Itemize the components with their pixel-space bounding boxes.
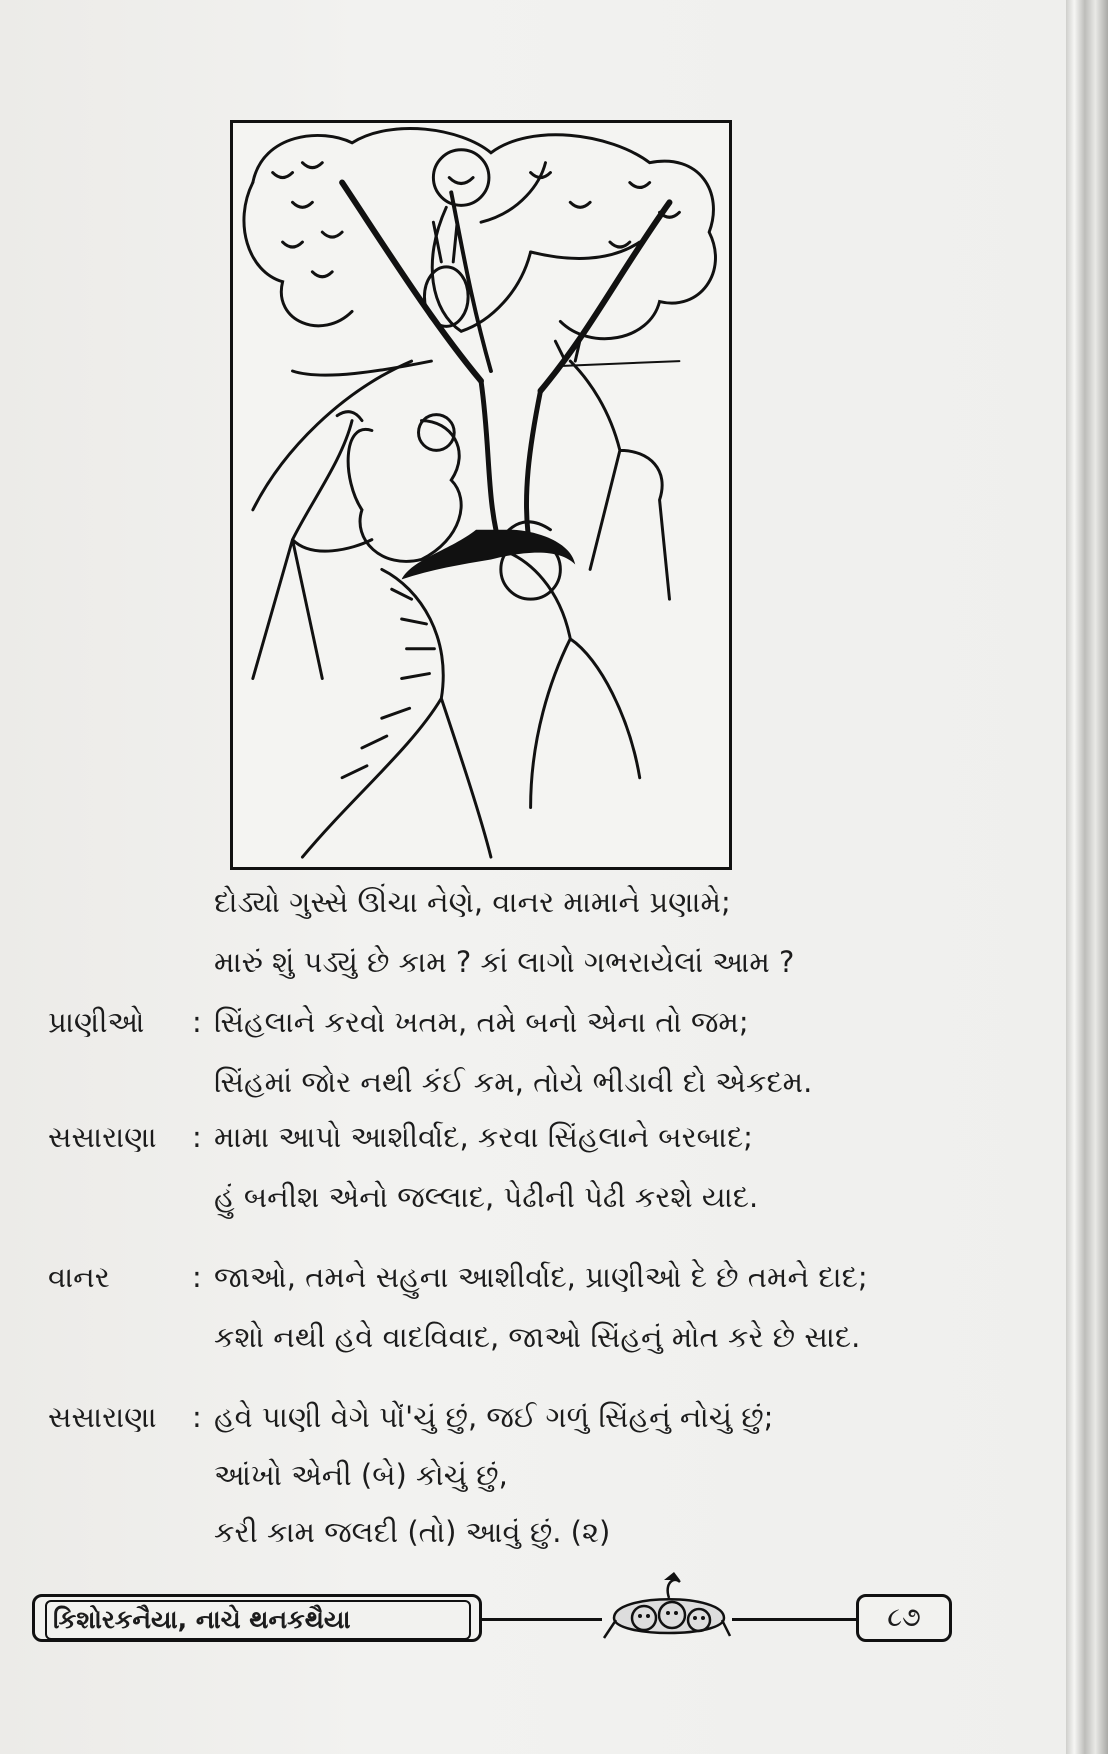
book-title: કિશોરકનૈયા, નાચે થનકથૈયા: [45, 1600, 471, 1640]
verse-line: [0, 1315, 1000, 1359]
speaker-colon: :: [192, 1005, 202, 1039]
verse-line: [0, 880, 1000, 924]
speaker-colon: :: [192, 1400, 202, 1434]
verse-text: હું બનીશ એનો જલ્લાદ, પેઢીની પેઢી કરશે યાદ.: [214, 1180, 759, 1214]
footer-rule-right: [732, 1618, 857, 1621]
verse-line: [0, 1000, 1000, 1044]
verse-text: હવે પાણી વેગે પોં'ચું છું, જઈ ગળું સિંહનું નોચું છું;: [214, 1400, 774, 1434]
verse-line: [0, 1395, 1000, 1439]
speaker-name: વાનર: [48, 1260, 110, 1294]
verse-line: [0, 940, 1000, 984]
verse-text: કશો નથી હવે વાદવિવાદ, જાઓ સિંહનું મોત કરે છે સાદ.: [214, 1320, 861, 1354]
verse-text: જાઓ, તમને સહુના આશીર્વાદ, પ્રાણીઓ દે છે તમને દાદ;: [214, 1260, 868, 1294]
verse-text: દોડ્યો ગુસ્સે ઊંચા નેણે, વાનર મામાને પ્રણામે;: [214, 885, 731, 919]
verse-text: સિંહમાં જોર નથી કંઈ કમ, તોયે ભીડાવી દો એકદમ.: [214, 1065, 813, 1099]
page-number: ૮૭: [887, 1602, 921, 1633]
page-footer: [32, 1590, 962, 1650]
footer-rule-left: [482, 1618, 602, 1621]
verse-text: મામા આપો આશીર્વાદ, કરવા સિંહલાને બરબાદ;: [214, 1120, 753, 1154]
verse-text: મારું શું પડ્યું છે કામ ? કાં લાગો ગભરાયેલાં આમ ?: [214, 945, 795, 979]
verse-line: [0, 1255, 1000, 1299]
book-title-box: [32, 1594, 482, 1642]
children-faces-ornament-icon: [594, 1568, 744, 1650]
verse-line: [0, 1510, 1000, 1554]
page-number-box: [856, 1594, 952, 1642]
speaker-name: પ્રાણીઓ: [48, 1005, 145, 1039]
speaker-name: સસારાણા: [48, 1120, 157, 1154]
speaker-colon: :: [192, 1120, 202, 1154]
speaker-name: સસારાણા: [48, 1400, 157, 1434]
verse-line: [0, 1453, 1000, 1497]
verse-line: [0, 1115, 1000, 1159]
verse-line: [0, 1060, 1000, 1104]
illustration: [230, 120, 732, 870]
verse-text: કરી કામ જલદી (તો) આવું છું. (૨): [214, 1515, 611, 1549]
verse-line: [0, 1175, 1000, 1219]
verse-text: આંખો એની (બે) કોચું છું,: [214, 1458, 508, 1492]
speaker-colon: :: [192, 1260, 202, 1294]
book-page-edge: [1066, 0, 1108, 1754]
verse-text: સિંહલાને કરવો ખતમ, તમે બનો એના તો જમ;: [214, 1005, 749, 1039]
tree-animals-illustration: [233, 123, 729, 867]
